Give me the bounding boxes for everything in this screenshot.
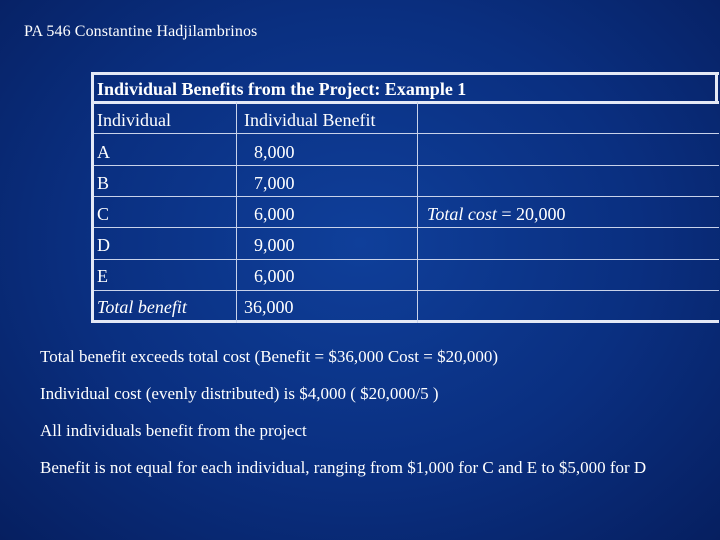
individual-name: C — [97, 204, 110, 224]
individual-benefit: 6,000 — [254, 266, 295, 286]
table-rule — [91, 165, 719, 166]
individual-benefit: 7,000 — [254, 173, 295, 193]
table-rule — [236, 102, 237, 323]
column-header-individual: Individual — [97, 110, 171, 130]
table-rule — [91, 72, 719, 75]
table-rule — [417, 102, 418, 323]
table-rule — [91, 72, 94, 323]
total-benefit-label: Total benefit — [97, 297, 187, 317]
table-rule — [715, 72, 718, 104]
table-rule — [91, 101, 719, 104]
table-rule — [91, 290, 719, 291]
table-rule — [91, 133, 719, 134]
individual-benefit: 6,000 — [254, 204, 295, 224]
total-cost-value: = 20,000 — [496, 204, 566, 224]
benefits-table — [91, 72, 719, 323]
total-benefit-value: 36,000 — [244, 297, 294, 317]
bullet-item: Benefit is not equal for each individual, ranging from $1,000 for C and E to $5,000 for D — [40, 458, 647, 477]
table-rule — [91, 259, 719, 260]
individual-benefit: 9,000 — [254, 235, 295, 255]
bullet-item: Total benefit exceeds total cost (Benefit = $36,000 Cost = $20,000) — [40, 347, 498, 366]
individual-name: B — [97, 173, 110, 193]
individual-name: A — [97, 142, 110, 162]
column-header-benefit: Individual Benefit — [244, 110, 376, 130]
total-cost-label: Total cost — [427, 204, 497, 224]
bullet-item: Individual cost (evenly distributed) is $4,000 ( $20,000/5 ) — [40, 384, 439, 403]
table-title: Individual Benefits from the Project: Example 1 — [97, 79, 467, 99]
slide-header: PA 546 Constantine Hadjilambrinos — [24, 23, 258, 40]
bullet-list — [40, 346, 660, 494]
individual-name: D — [97, 235, 110, 255]
table-rule — [91, 196, 719, 197]
individual-name: E — [97, 266, 108, 286]
total-cost — [427, 204, 566, 224]
individual-benefit: 8,000 — [254, 142, 295, 162]
table-rule — [91, 320, 719, 323]
bullet-item: All individuals benefit from the project — [40, 421, 307, 440]
table-rule — [91, 227, 719, 228]
